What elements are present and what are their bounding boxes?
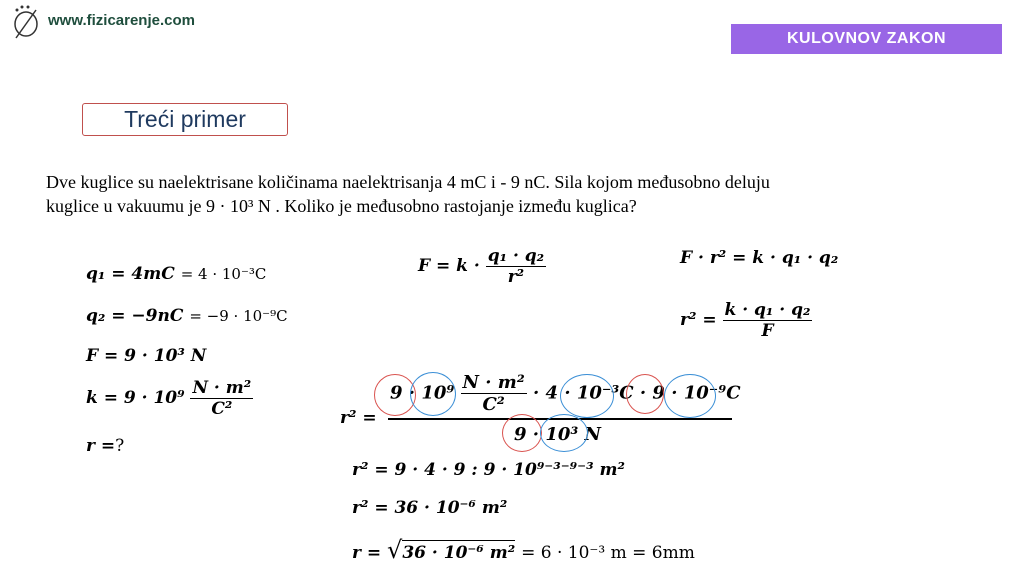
site-url[interactable]: www.fizicarenje.com bbox=[48, 12, 195, 29]
solution-denominator: 9 · 10³ N bbox=[514, 424, 601, 445]
given-r: r =? bbox=[86, 436, 125, 456]
highlight-circle-blue bbox=[410, 372, 456, 416]
example-title: Treći primer bbox=[82, 103, 288, 136]
problem-line-2: kuglice u vakuumu je 9 · 10³ N . Koliko je međusobno rastojanje između kuglica? bbox=[46, 196, 637, 216]
highlight-circle-blue bbox=[560, 374, 614, 418]
r2-formula: r² = $\frac{\text{k · q₁ · q₂}}{F}$ bbox=[680, 300, 811, 341]
highlight-circle-blue bbox=[540, 414, 588, 452]
given-force: F = 9 · 10³ N bbox=[86, 346, 207, 366]
coulomb-formula: F = k · $\frac{\text{q₁ · q₂}}{\text{r²}}$ bbox=[418, 246, 545, 287]
problem-line-1: Dve kuglice su naelektrisane količinama naelektrisanja 4 mC i - 9 nC. Sila kojom međusobno deluju bbox=[46, 172, 770, 192]
rearranged-formula: F · r² = k · q₁ · q₂ bbox=[680, 248, 839, 268]
highlight-circle-blue bbox=[664, 374, 716, 418]
solution-step-3: r = √36 · 10⁻⁶ m² = 6 · 10⁻³ m = 6mm bbox=[352, 536, 695, 564]
given-q2: q₂ = −9nC = −9 · 10⁻⁹C bbox=[86, 306, 288, 326]
solution-step-2: r² = 36 · 10⁻⁶ m² bbox=[352, 498, 508, 518]
problem-text bbox=[46, 170, 946, 218]
fizicarenje-logo-icon bbox=[8, 4, 44, 40]
highlight-circle-red bbox=[502, 414, 542, 452]
given-k: k = 9 · 10⁹ $\frac{\text{N · m²}}{\text{C²}}$ bbox=[86, 378, 252, 419]
topic-badge: KULOVNOV ZAKON bbox=[731, 24, 1002, 54]
highlight-circle-red bbox=[626, 374, 664, 414]
solution-step-1: r² = 9 · 4 · 9 : 9 · 10⁹⁻³⁻⁹⁻³ m² bbox=[352, 460, 625, 480]
given-q1: q₁ = 4mC = 4 · 10⁻³C bbox=[86, 264, 267, 284]
sqrt-icon: √ bbox=[387, 536, 403, 564]
solution-numerator: 9 · 10⁹ $\frac{\text{N · m²}}{\text{C²}}$ · 4 · 10⁻³C · 9 · 10⁻⁹C bbox=[390, 372, 741, 415]
solution-lhs: r² = bbox=[340, 408, 377, 428]
